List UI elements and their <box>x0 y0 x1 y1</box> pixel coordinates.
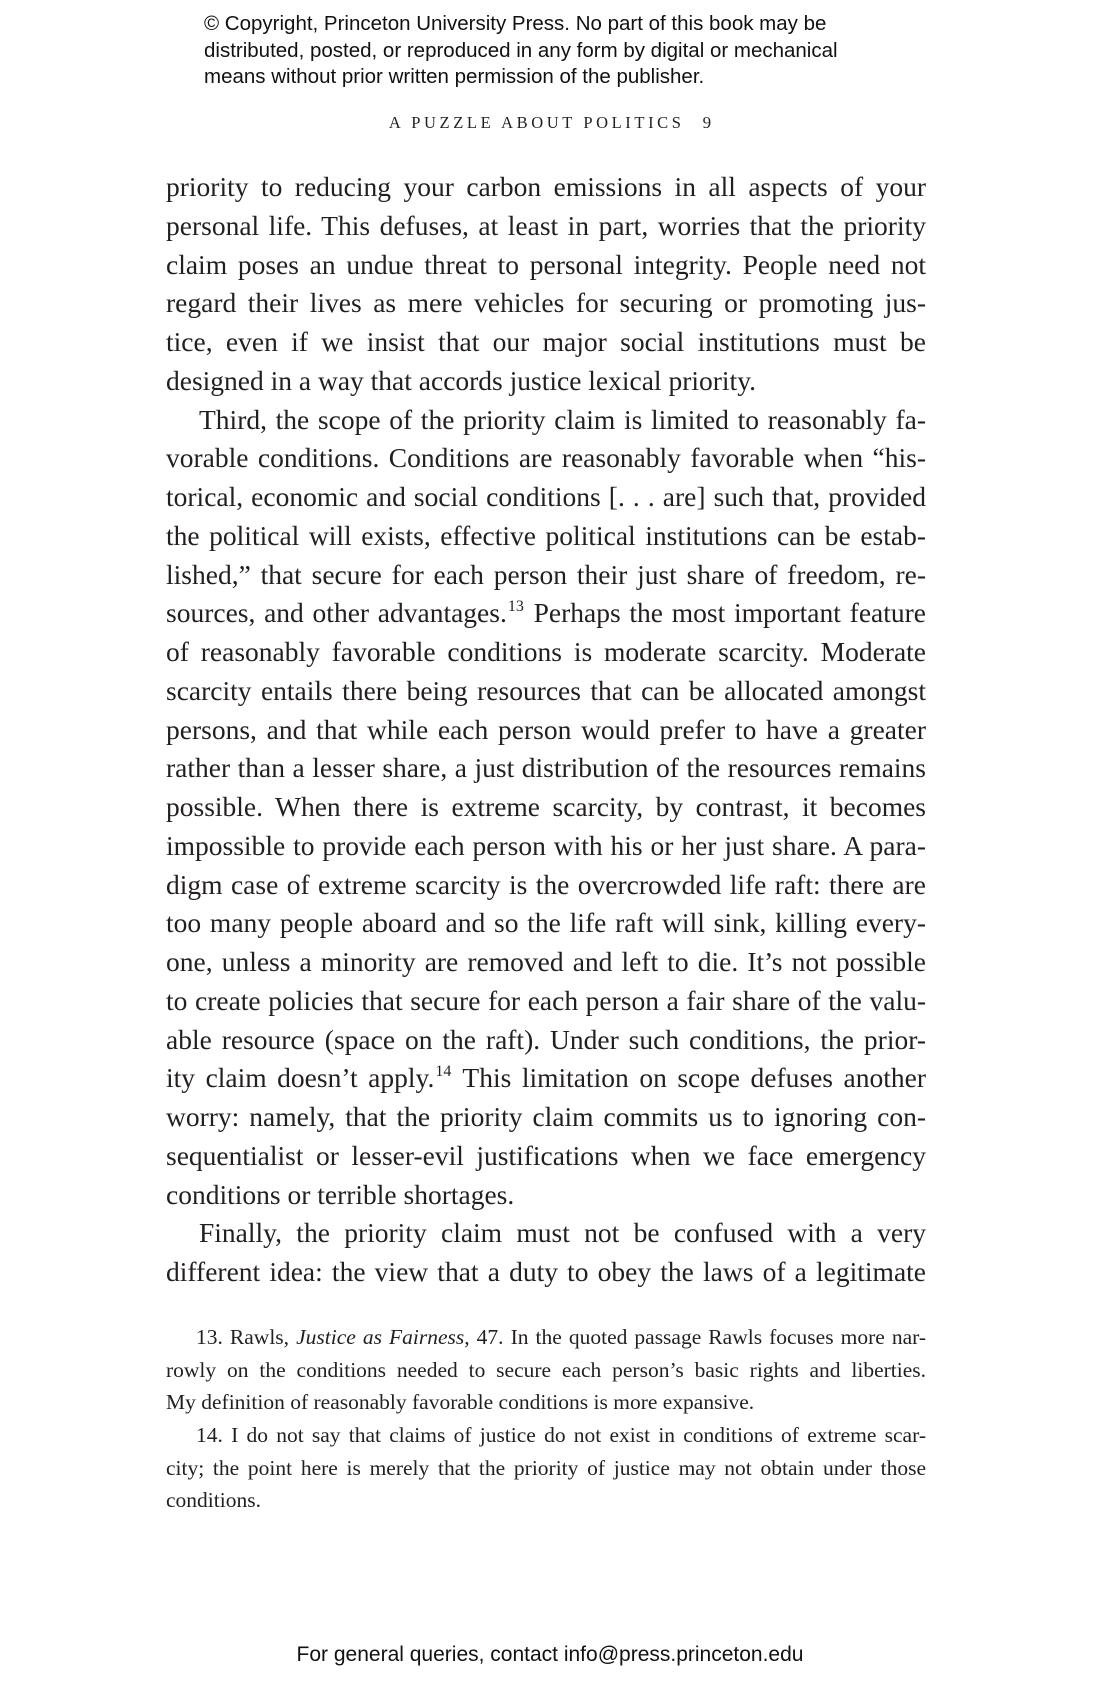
footnote-ref-13[interactable]: 13 <box>507 598 524 616</box>
running-head <box>0 113 1100 133</box>
text-segment: sources, and other advantages. <box>166 597 507 629</box>
text-line-with-note <box>166 594 926 633</box>
text-line: personal life. This defuses, at least in part, worries that the priority <box>166 209 926 241</box>
text-line: too many people aboard and so the life raft will sink, killing every- <box>166 907 926 939</box>
footnote-14-line: conditions. <box>166 1488 261 1513</box>
footnote-14-line: city; the point here is merely that the priority of justice may not obtain under those <box>166 1455 926 1480</box>
body-text <box>166 168 926 1292</box>
book-title: Justice as Fairness <box>296 1325 465 1349</box>
text-line: claim poses an undue threat to personal integrity. People need not <box>166 248 926 280</box>
text-line: designed in a way that accords justice lexical priority. <box>166 364 757 396</box>
text-line: worry: namely, that the priority claim commits us to ignoring con- <box>166 1101 926 1132</box>
footnote-ref-14[interactable]: 14 <box>435 1063 452 1081</box>
text-line: tice, even if we insist that our major social institutions must be <box>166 326 926 357</box>
page-footer: For general queries, contact info@press.princeton.edu <box>296 1643 804 1666</box>
text-line: impossible to provide each person with his or her just share. A para- <box>166 829 926 861</box>
page-number: 9 <box>702 113 712 132</box>
text-line: possible. When there is extreme scarcity, by contrast, it becomes <box>166 791 926 822</box>
footnote-13-line: My definition of reasonably favorable conditions is more expansive. <box>166 1390 755 1415</box>
footnotes <box>166 1321 926 1517</box>
text-line: able resource (space on the raft). Under such conditions, the prior- <box>166 1023 926 1055</box>
copyright-notice <box>204 11 924 91</box>
text-line: to create policies that secure for each person a fair share of the valu- <box>166 984 926 1016</box>
text-line: different idea: the view that a duty to obey the laws of a legitimate <box>166 1256 926 1287</box>
text-line: one, unless a minority are removed and left to die. It’s not possible <box>166 946 926 977</box>
footnote-13-line <box>166 1321 926 1354</box>
text-line-with-note <box>166 1059 926 1098</box>
text-line: digm case of extreme scarcity is the overcrowded life raft: there are <box>166 868 926 900</box>
copyright-line: means without prior written permission of the publisher. <box>204 65 705 88</box>
text-line: of reasonably favorable conditions is moderate scarcity. Moderate <box>166 636 926 667</box>
text-line: rather than a lesser share, a just distribution of the resources remains <box>166 752 926 784</box>
footnote-13-line: rowly on the conditions needed to secure each person’s basic rights and liberties. <box>166 1357 926 1382</box>
text-line: conditions or terrible shortages. <box>166 1178 515 1210</box>
footnote-text: , 47. In the quoted passage Rawls focuses more nar- <box>464 1325 927 1349</box>
running-head-title: A PUZZLE ABOUT POLITICS <box>388 113 685 132</box>
footnote-14-line: 14. I do not say that claims of justice do not exist in conditions of extreme scar- <box>196 1423 926 1448</box>
footnote-text: 13. Rawls, <box>196 1325 297 1349</box>
text-line: Finally, the priority claim must not be confused with a very <box>199 1217 926 1249</box>
text-segment: This limitation on scope defuses another <box>462 1062 926 1094</box>
text-line: sequentialist or lesser-evil justifications when we face emergency <box>166 1139 926 1171</box>
text-line: Third, the scope of the priority claim is limited to reasonably fa- <box>199 403 926 435</box>
text-line: persons, and that while each person would prefer to have a greater <box>166 713 926 745</box>
text-segment: ity claim doesn’t apply. <box>166 1062 435 1094</box>
text-line: regard their lives as mere vehicles for securing or promoting jus- <box>166 287 926 319</box>
text-segment: Perhaps the most important feature <box>533 597 926 629</box>
text-line: torical, economic and social conditions [. . . are] such that, provided <box>166 481 926 512</box>
text-line: priority to reducing your carbon emissions in all aspects of your <box>166 171 926 202</box>
text-line: lished,” that secure for each person their just share of freedom, re- <box>166 558 926 590</box>
copyright-line: © Copyright, Princeton University Press. No part of this book may be <box>204 12 827 35</box>
copyright-line: distributed, posted, or reproduced in any form by digital or mechanical <box>204 38 838 62</box>
text-line: the political will exists, effective political institutions can be estab- <box>166 519 926 551</box>
text-line: scarcity entails there being resources that can be allocated amongst <box>166 674 926 706</box>
text-line: vorable conditions. Conditions are reasonably favorable when “his- <box>166 442 926 474</box>
